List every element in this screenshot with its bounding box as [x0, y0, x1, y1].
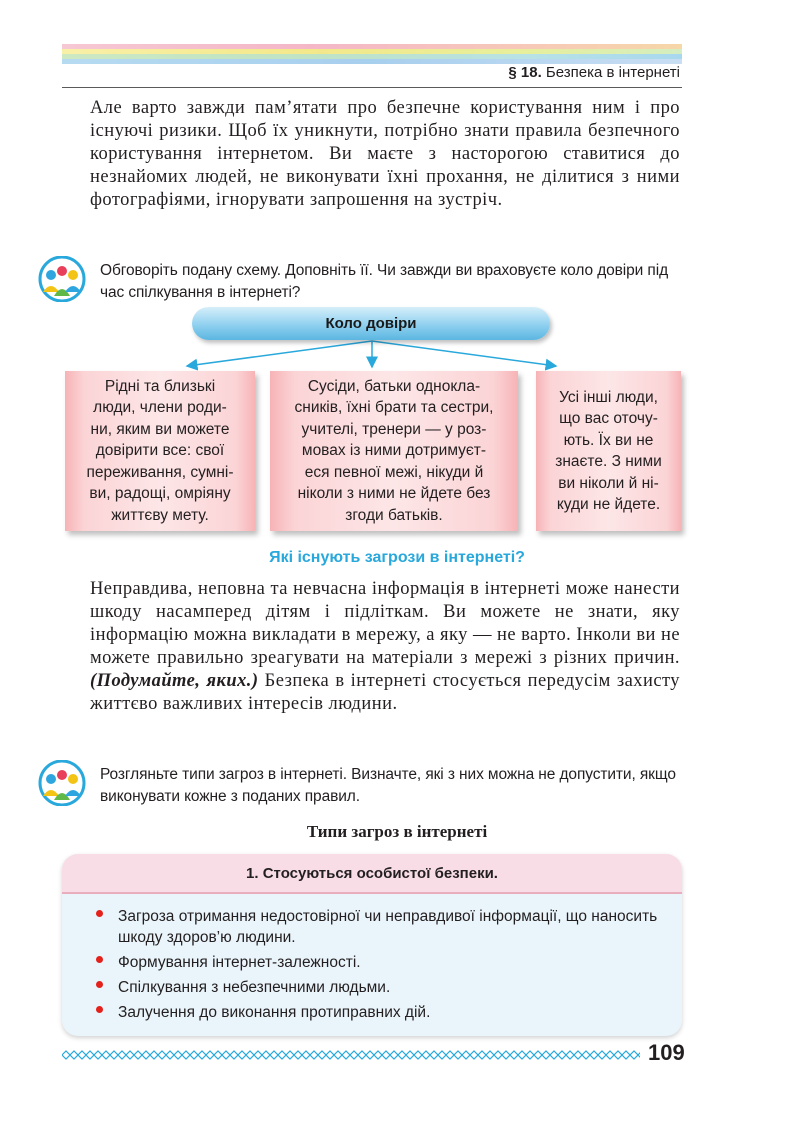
- paragraph-intro: Але варто завжди пам’ятати про безпечне користування ним і про існуючі ризики. Щоб їх уникнути, потрібно знати правила безпечного користування інтернетом. Ви маєте з насторогою ставитися до незнайомих людей, не виконувати їхні прохання, не ділитися з ними фотографіями, ігнорувати запрошення на зустріч.: [90, 98, 680, 210]
- question-heading: Які існують загрози в інтернеті?: [269, 549, 525, 566]
- header-stripe: [62, 44, 682, 64]
- list-item: Залучення до виконання протиправних дій.: [92, 1002, 677, 1023]
- paragraph-text: Неправдива, неповна та невчасна інформація в інтернеті може нанести шкоду насамперед дітям і підліткам. Ви можете не знати, яку інформацію можна викладати в мережу, а яку — не варто. Інколи ви не можете правильно зреагувати на матеріали з мережі з різних причин.: [90, 579, 680, 668]
- threat-group-title: 1. Стосуються особистої безпеки.: [62, 854, 682, 894]
- group-discussion-icon: [37, 760, 87, 806]
- threat-types-title: Типи загроз в інтернеті: [306, 822, 488, 841]
- list-item: Формування інтернет-залежності.: [92, 952, 677, 973]
- trust-card-close-people: [65, 371, 255, 531]
- threat-list: [92, 906, 677, 1027]
- paragraph-threats: [90, 578, 680, 716]
- section-number: § 18.: [508, 64, 542, 81]
- section-header: [508, 64, 680, 81]
- paragraph-emphasis: (Подумайте, яких.): [90, 671, 259, 691]
- card-text: Усі інші люди, що вас оточу- ють. Їх ви не знаєте. З ними ви ніколи й ні- куди не йдете.: [555, 388, 662, 513]
- footer-ornament: [62, 1049, 640, 1061]
- paragraph-text-after: Безпека в інтернеті стосується передусім захисту життєво важливих інтересів людини.: [90, 671, 680, 714]
- header-rule: [62, 87, 682, 88]
- task-discuss-scheme: Обговоріть подану схему. Доповніть її. Чи завжди ви враховуєте коло довіри під час спілкування в інтернеті?: [100, 262, 669, 301]
- trust-card-acquaintances: [270, 371, 518, 531]
- section-title: Безпека в інтернеті: [545, 64, 680, 81]
- list-item: Спілкування з небезпечними людьми.: [92, 977, 677, 998]
- card-text: Сусіди, батьки однокла- сників, їхні брати та сестри, учителі, тренери — у роз- мовах із ними дотримуєт- еся певної межі, нікуди й ніколи з ними не йдете без згоди батьків.: [294, 377, 494, 524]
- trust-card-strangers: [536, 371, 681, 531]
- card-text: Рідні та близькі люди, члени роди- ни, яким ви можете довірити все: свої переживання, сумні- ви, радощі, омріяну життєву мету.: [86, 377, 234, 524]
- group-discussion-icon: [37, 256, 87, 302]
- page-number: 109: [648, 1040, 685, 1065]
- trust-circle-title: Коло довіри: [192, 307, 550, 340]
- list-item: Загроза отримання недостовірної чи неправдивої інформації, що наносить шкоду здоров’ю людини.: [92, 906, 677, 948]
- threat-types-box: [62, 854, 682, 1036]
- task-threat-types: Розгляньте типи загроз в інтернеті. Визначте, які з них можна не допустити, якщо виконувати кожне з поданих правил.: [100, 766, 676, 805]
